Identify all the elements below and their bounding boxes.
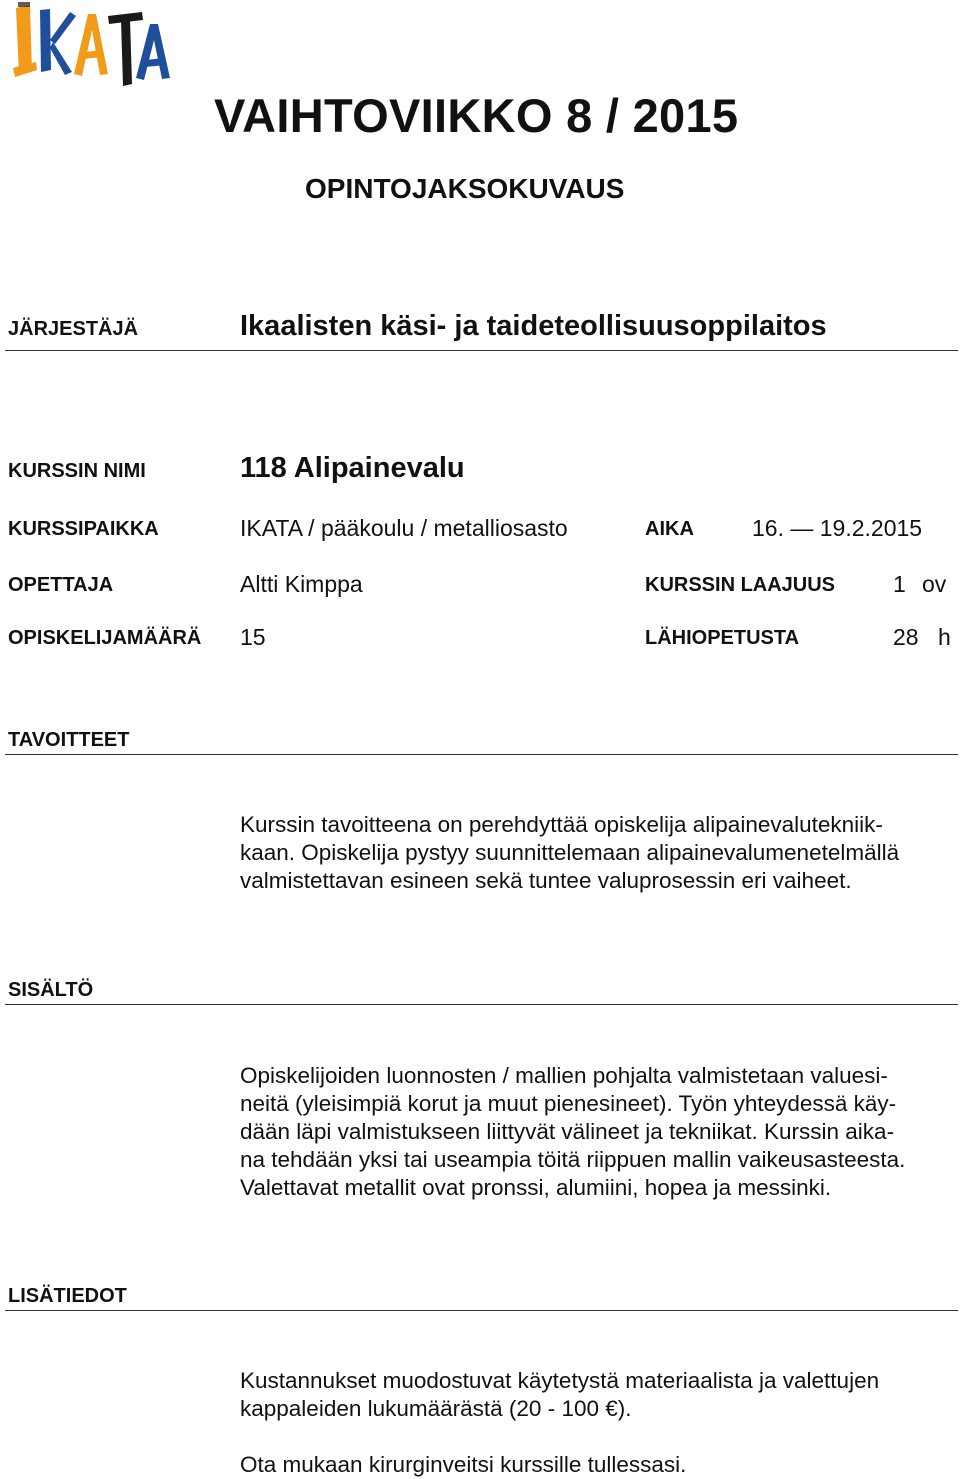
content-heading: SISÄLTÖ	[8, 979, 94, 1001]
course-name-value: 118 Alipainevalu	[240, 452, 465, 484]
students-label: OPISKELIJAMÄÄRÄ	[8, 627, 202, 649]
divider	[5, 1310, 958, 1311]
scope-label: KURSSIN LAAJUUS	[645, 574, 836, 596]
content-line: Valettavat metallit ovat pronssi, alumiini, hopea ja messinki.	[240, 1175, 832, 1200]
divider	[5, 350, 958, 351]
divider	[5, 1004, 958, 1005]
course-place-label: KURSSIPAIKKA	[8, 518, 159, 540]
goals-text	[240, 811, 899, 895]
ikata-logo	[10, 0, 172, 96]
teacher-value: Altti Kimppa	[240, 571, 363, 597]
scope-unit: ov	[922, 571, 947, 597]
students-value: 15	[240, 624, 266, 650]
goals-line: Kurssin tavoitteena on perehdyttää opiskelija alipainevalutekniik-	[240, 812, 883, 837]
page-subtitle: OPINTOJAKSOKUVAUS	[305, 173, 625, 204]
info-line: kappaleiden lukumäärästä (20 - 100 €).	[240, 1396, 632, 1421]
info-line: Kustannukset muodostuvat käytetystä materiaalista ja valettujen	[240, 1368, 880, 1393]
info-note-text: Ota mukaan kirurginveitsi kurssille tullessasi.	[240, 1452, 687, 1477]
time-value: 16. — 19.2.2015	[752, 515, 923, 541]
info-note	[240, 1451, 686, 1479]
organizer-value: Ikaalisten käsi- ja taideteollisuusoppilaitos	[240, 310, 827, 342]
course-name-label: KURSSIN NIMI	[8, 460, 146, 482]
teacher-label: OPETTAJA	[8, 574, 114, 596]
content-line: neitä (yleisimpiä korut ja muut pienesineet). Työn yhteydessä käy-	[240, 1091, 897, 1116]
organizer-label: JÄRJESTÄJÄ	[8, 318, 139, 340]
content-line: Opiskelijoiden luonnosten / mallien pohjalta valmistetaan valuesi-	[240, 1063, 888, 1088]
page-title: VAIHTOVIIKKO 8 / 2015	[214, 89, 739, 142]
contact-hours-label: LÄHIOPETUSTA	[645, 627, 800, 649]
content-text	[240, 1062, 905, 1202]
divider	[5, 754, 958, 755]
goals-line: valmistettavan esineen sekä tuntee valuprosessin eri vaiheet.	[240, 868, 852, 893]
contact-hours-unit: h	[938, 624, 951, 650]
goals-line: kaan. Opiskelija pystyy suunnittelemaan alipainevalumenetelmällä	[240, 840, 900, 865]
content-line: dään läpi valmistukseen liittyvät välineet ja tekniikat. Kurssin aika-	[240, 1119, 895, 1144]
contact-hours-value: 28	[893, 624, 919, 650]
course-place-value: IKATA / pääkoulu / metalliosasto	[240, 515, 568, 541]
goals-heading: TAVOITTEET	[8, 729, 130, 751]
info-text	[240, 1367, 879, 1423]
info-heading: LISÄTIEDOT	[8, 1285, 127, 1307]
scope-value: 1	[893, 571, 906, 597]
content-line: na tehdään yksi tai useampia töitä riippuen mallin vaikeusasteesta.	[240, 1147, 906, 1172]
time-label: AIKA	[645, 518, 694, 540]
